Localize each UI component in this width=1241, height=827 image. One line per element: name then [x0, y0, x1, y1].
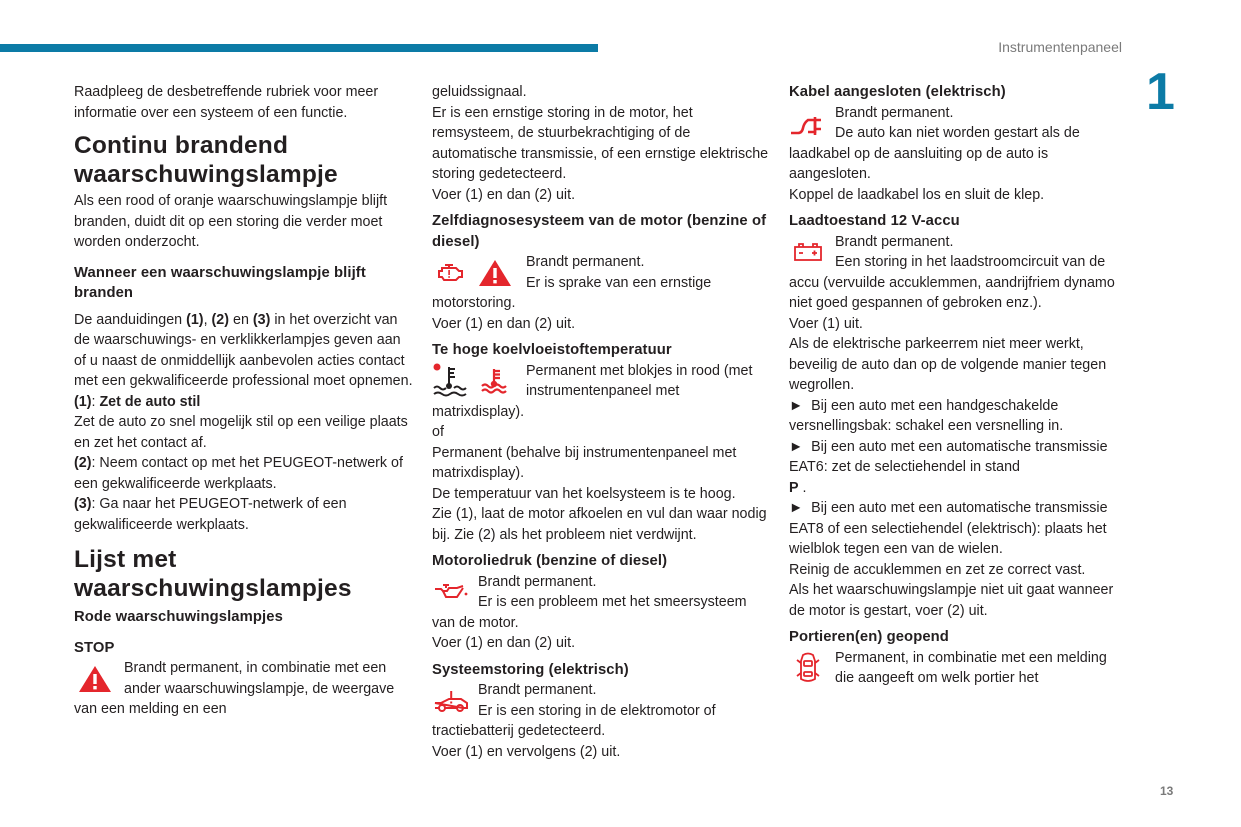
- text: en: [229, 311, 253, 328]
- zelfdiagnose-line-1: Brandt permanent.: [526, 254, 645, 270]
- accu-lamp: [789, 232, 1129, 314]
- heading-portieren: Portieren(en) geopend: [789, 629, 949, 645]
- step-2-label: (2): [74, 455, 92, 471]
- bullet-3: [789, 498, 1129, 560]
- intro-paragraph: Raadpleeg de desbetreffende rubriek voor meer informatie over een systeem of een functie.: [74, 84, 379, 121]
- stop-continued-2: Er is een ernstige storing in de motor, het remsysteem, de stuurbekrachtiging of de automatische transmissie, of een ernstige elektrische storing gedetecteerd.: [432, 104, 769, 182]
- stop-lamp: [74, 658, 414, 720]
- bullet-2-text: Bij een auto met een automatische transmissie EAT6: zet de selectiehendel in stand: [789, 438, 1108, 475]
- step-2-text: : Neem contact op met het PEUGEOT-netwerk of een gekwalificeerde werkplaats.: [74, 455, 403, 492]
- text: De aanduidingen: [74, 311, 187, 328]
- zelfdiagnose-line-2: Er is sprake van een ernstige motorstoring.: [432, 274, 712, 311]
- zelfdiagnose-action: Voer (1) en dan (2) uit.: [432, 315, 576, 332]
- oil-pressure-icon: [432, 572, 470, 613]
- koelvloeistof-line-4: Zie (1), laat de motor afkoelen en vul dan waar nodig bij. Zie (2) als het probleem niet verdwijnt.: [432, 506, 767, 543]
- bullet-1-text: Bij een auto met een handgeschakelde versnellingsbak: schakel een versnelling in.: [789, 397, 1064, 434]
- bullet-3-text: Bij een auto met een automatische transmissie EAT8 of een selectiehendel (elektrisch): plaats het wielblok tegen een van de wielen.: [789, 500, 1108, 557]
- heading-wanneer: Wanneer een waarschuwingslampje blijft branden: [74, 264, 366, 301]
- engine-check-icon: [436, 262, 466, 284]
- stop-text: Brandt permanent, in combinatie met een ander waarschuwingslampje, de weergave van een melding en een: [74, 660, 395, 717]
- step-3: [74, 494, 414, 535]
- koelvloeistof-line-1: Permanent met blokjes in rood (met instrumentenpaneel met matrixdisplay).: [432, 362, 753, 420]
- step-2: [74, 453, 414, 494]
- accu-line-1: Brandt permanent.: [835, 233, 954, 250]
- heading-continu-brandend: Continu brandend waarschuwingslampje: [74, 132, 338, 188]
- oliedruk-line-2: Er is een probleem met het smeersysteem van de motor.: [432, 594, 747, 631]
- step-1-label: (1): [74, 393, 92, 410]
- heading-kabel: Kabel aangesloten (elektrisch): [789, 84, 1006, 100]
- heading-lijst: Lijst met waarschuwingslampjes: [74, 546, 352, 602]
- accu-line-2: Een storing in het laadstroomcircuit van de accu (vervuilde accuklemmen, aandrijfriem dynamo niet goed gespannen of gebroken enz.).: [789, 254, 1115, 311]
- koelvloeistof-icons: [432, 361, 518, 402]
- coolant-temperature-icon: [480, 366, 510, 396]
- chapter-number: 1: [1146, 63, 1173, 121]
- stop-continued-1: geluidssignaal.: [432, 84, 527, 100]
- step-3-text: : Ga naar het PEUGEOT-netwerk of een gekwalificeerde werkplaats.: [74, 496, 347, 533]
- continu-paragraph: Als een rood of oranje waarschuwingslampje blijft branden, duidt dit op een storing die verder moet worden onderzocht.: [74, 193, 388, 250]
- accu-final: Als het waarschuwingslampje niet uit gaat wanneer de motor is gestart, voer (2) uit.: [789, 582, 1114, 619]
- heading-systeemstoring: Systeemstoring (elektrisch): [432, 661, 629, 678]
- running-header: Instrumentenpaneel: [998, 39, 1122, 55]
- heading-stop: STOP: [74, 639, 115, 656]
- text: in het overzicht van de waarschuwings- en verklikkerlampjes geven aan of u naast de onmiddellijk aanbevolen acties contact met een gekwalificeerde professional moet opnemen.: [74, 311, 413, 389]
- coolant-temperature-dot-icon: [432, 363, 468, 399]
- step-1-title: Zet de auto stil: [99, 393, 201, 410]
- accu-clean: Reinig de accuklemmen en zet ze correct vast.: [789, 561, 1086, 578]
- warning-triangle-icon: [478, 259, 512, 287]
- kabel-action: Koppel de laadkabel los en sluit de klep.: [789, 186, 1045, 203]
- portier-line-1: Permanent, in combinatie met een melding die aangeeft om welk portier het: [835, 649, 1107, 686]
- text: .: [798, 479, 807, 496]
- accu-action: Voer (1) uit.: [789, 315, 863, 332]
- step-3-label: (3): [74, 496, 92, 512]
- door-open-icon: [789, 648, 827, 689]
- bullet-arrow-icon: ►: [789, 438, 804, 455]
- kabel-lamp: [789, 103, 1129, 185]
- systeemstoring-lamp: [432, 680, 772, 742]
- column-2: [432, 82, 772, 762]
- bullet-arrow-icon: ►: [789, 500, 804, 516]
- bullet-1: [789, 396, 1129, 437]
- ref-2: (2): [211, 311, 230, 328]
- stop-action: Voer (1) en dan (2) uit.: [432, 186, 576, 203]
- kabel-line-2: De auto kan niet worden gestart als de laadkabel op de aansluiting op de auto is aangesloten.: [789, 125, 1080, 182]
- ref-1: (1): [186, 311, 204, 328]
- systeemstoring-line-1: Brandt permanent.: [478, 682, 597, 698]
- heading-rode-lampjes: Rode waarschuwingslampjes: [74, 609, 283, 625]
- zelfdiagnose-lamp: [432, 252, 772, 314]
- systeemstoring-action: Voer (1) en vervolgens (2) uit.: [432, 743, 621, 760]
- heading-motoroliedruk: Motoroliedruk (benzine of diesel): [432, 553, 668, 569]
- heading-accu: Laadtoestand 12 V-accu: [789, 213, 960, 229]
- koelvloeistof-line-2: Permanent (behalve bij instrumentenpaneel met matrixdisplay).: [432, 444, 737, 481]
- battery-icon: [789, 232, 827, 273]
- heading-koelvloeistof: Te hoge koelvloeistoftemperatuur: [432, 342, 672, 358]
- koelvloeistof-of: of: [432, 424, 444, 440]
- kabel-line-1: Brandt permanent.: [835, 104, 954, 121]
- car-fault-icon: [432, 680, 470, 721]
- header-accent-bar: [0, 44, 598, 52]
- bullet-arrow-icon: ►: [789, 397, 804, 414]
- column-3: [789, 82, 1129, 689]
- bullet-2: [789, 437, 1129, 499]
- warning-triangle-icon: [74, 658, 116, 699]
- oliedruk-line-1: Brandt permanent.: [478, 573, 597, 590]
- ref-3: (3): [252, 311, 271, 328]
- oliedruk-lamp: [432, 572, 772, 634]
- text: ,: [203, 311, 212, 328]
- page-number: 13: [1160, 784, 1174, 798]
- koelvloeistof-line-3: De temperatuur van het koelsysteem is te hoog.: [432, 485, 736, 502]
- zelfdiagnose-icons: [432, 252, 518, 293]
- systeemstoring-line-2: Er is een storing in de elektromotor of tractiebatterij gedetecteerd.: [432, 702, 716, 739]
- heading-zelfdiagnose: Zelfdiagnosesysteem van de motor (benzine of diesel): [432, 213, 767, 250]
- portier-lamp: [789, 648, 1129, 689]
- oliedruk-action: Voer (1) en dan (2) uit.: [432, 635, 576, 651]
- koelvloeistof-lamp: [432, 361, 772, 423]
- gear-p-label: P: [789, 479, 799, 496]
- aanduidingen-paragraph: [74, 310, 414, 392]
- accu-parkeerrem-paragraph: Als de elektrische parkeerrem niet meer werkt, beveilig de auto dan op de volgende manier tegen wegrollen.: [789, 336, 1107, 393]
- step-1: [74, 392, 414, 413]
- step-1-text: Zet de auto zo snel mogelijk stil op een veilige plaats en zet het contact af.: [74, 414, 408, 451]
- text: :: [91, 393, 100, 410]
- column-1: [74, 82, 414, 720]
- charging-plug-icon: [789, 103, 827, 144]
